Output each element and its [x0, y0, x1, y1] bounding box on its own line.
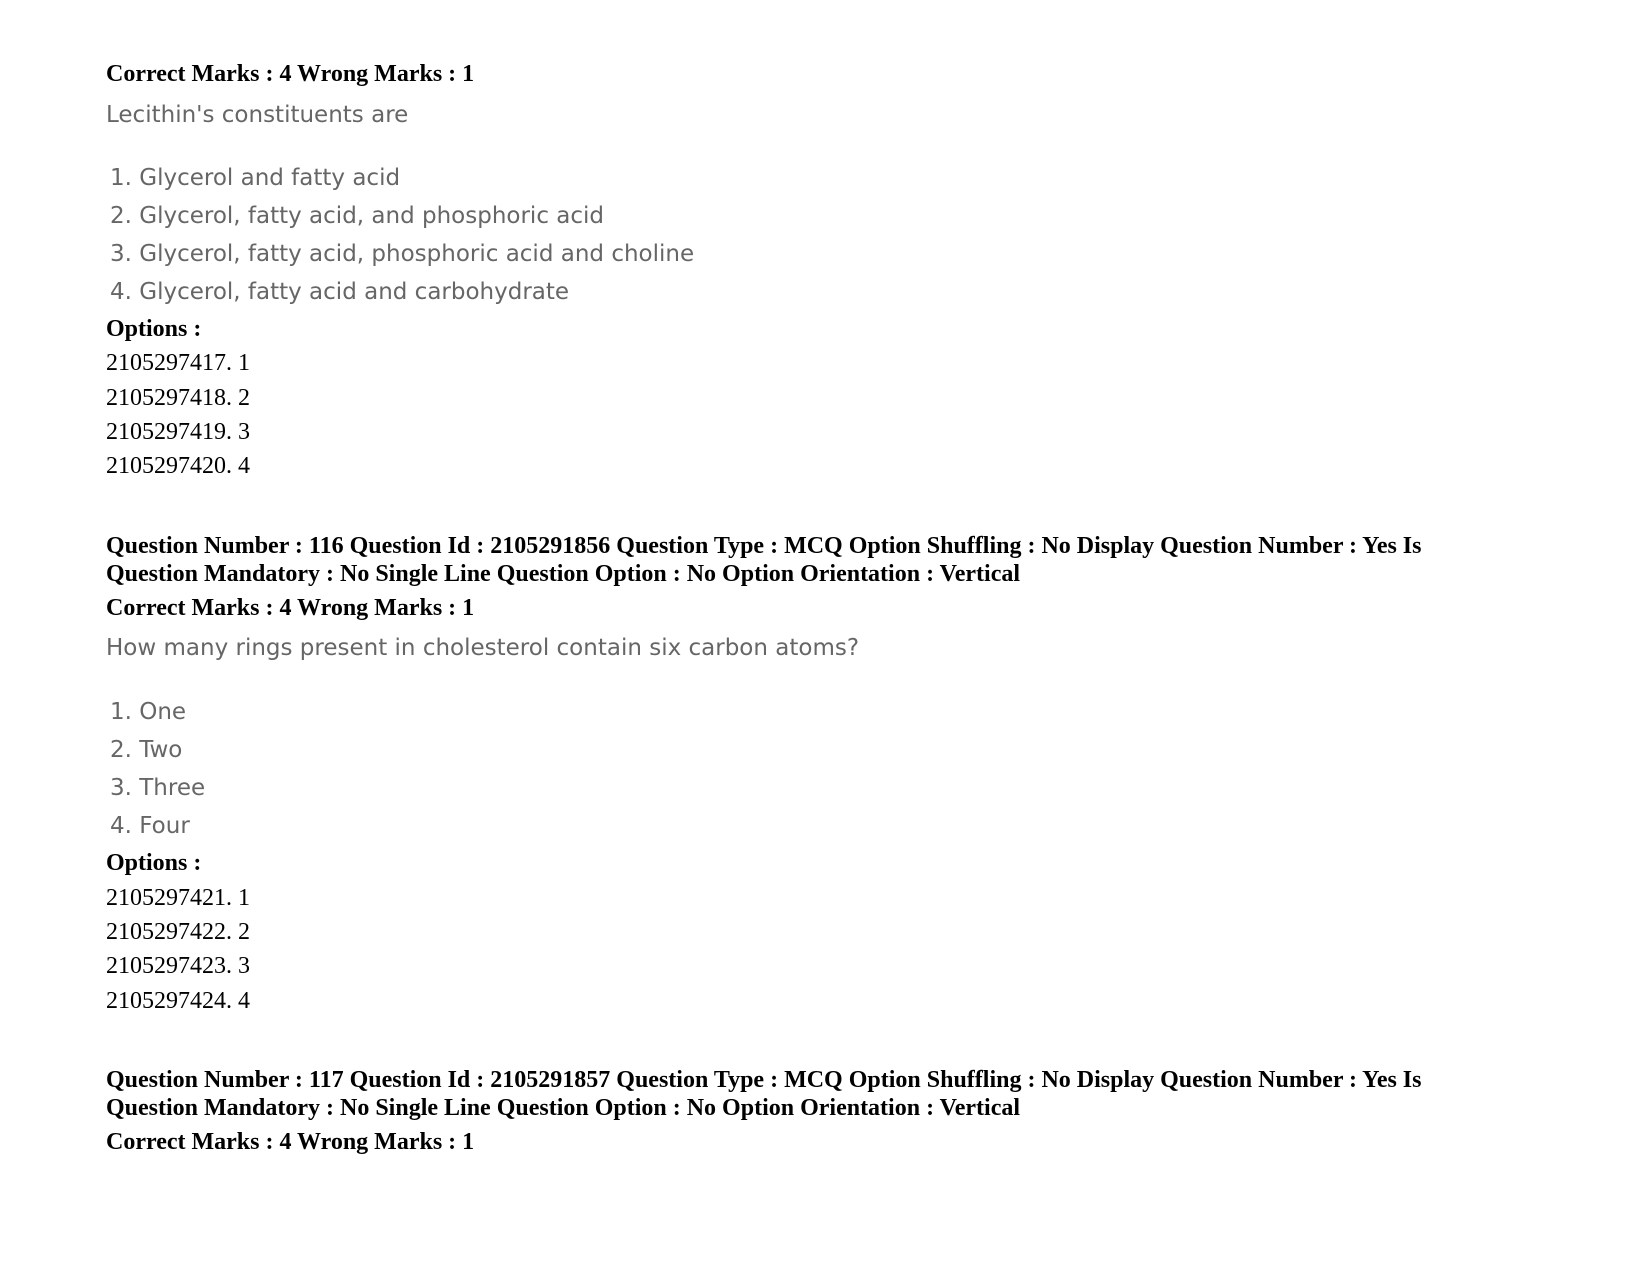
- question-choice: 1. Glycerol and fatty acid: [110, 165, 401, 191]
- marks-line: Correct Marks : 4 Wrong Marks : 1: [106, 61, 475, 87]
- option-item: 2105297421. 1: [106, 885, 250, 911]
- question-text: How many rings present in cholesterol contain six carbon atoms?: [106, 635, 860, 661]
- question-choice: 4. Glycerol, fatty acid and carbohydrate: [110, 279, 570, 305]
- question-choice: 3. Three: [110, 775, 206, 801]
- options-label: Options :: [106, 316, 202, 342]
- marks-line: Correct Marks : 4 Wrong Marks : 1: [106, 1129, 475, 1155]
- question-meta-line: Question Mandatory : No Single Line Question Option : No Option Orientation : Vertical: [106, 1095, 1021, 1121]
- question-meta-line: Question Mandatory : No Single Line Question Option : No Option Orientation : Vertical: [106, 561, 1021, 587]
- marks-line: Correct Marks : 4 Wrong Marks : 1: [106, 595, 475, 621]
- options-label: Options :: [106, 850, 202, 876]
- question-text: Lecithin's constituents are: [106, 102, 409, 128]
- question-choice: 4. Four: [110, 813, 190, 839]
- question-choice: 1. One: [110, 699, 187, 725]
- option-item: 2105297417. 1: [106, 350, 250, 376]
- option-item: 2105297424. 4: [106, 988, 250, 1014]
- option-item: 2105297420. 4: [106, 453, 250, 479]
- question-meta: [106, 1066, 1546, 1122]
- question-choice: 3. Glycerol, fatty acid, phosphoric acid and choline: [110, 241, 695, 267]
- option-item: 2105297422. 2: [106, 919, 250, 945]
- question-choice: 2. Glycerol, fatty acid, and phosphoric acid: [110, 203, 605, 229]
- question-meta: [106, 532, 1546, 588]
- question-choice: 2. Two: [110, 737, 183, 763]
- option-item: 2105297419. 3: [106, 419, 250, 445]
- option-item: 2105297423. 3: [106, 953, 250, 979]
- question-meta-line: Question Number : 117 Question Id : 2105291857 Question Type : MCQ Option Shuffling : No Display Question Number : Yes Is: [106, 1067, 1422, 1093]
- question-meta-line: Question Number : 116 Question Id : 2105291856 Question Type : MCQ Option Shuffling : No Display Question Number : Yes Is: [106, 533, 1422, 559]
- option-item: 2105297418. 2: [106, 385, 250, 411]
